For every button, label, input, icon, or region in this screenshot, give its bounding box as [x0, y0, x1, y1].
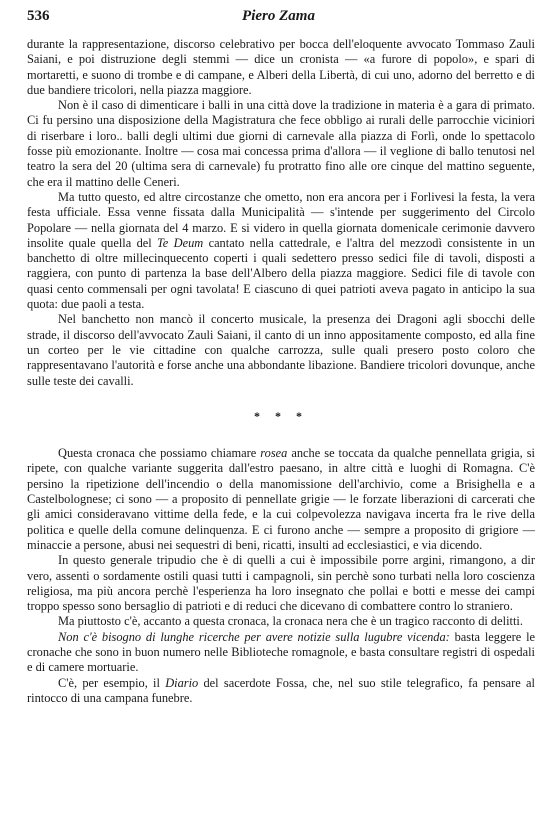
page-header: [27, 8, 530, 32]
running-head: Piero Zama: [242, 8, 315, 24]
paragraph-9-part-a: C'è, per esempio, il: [58, 675, 166, 690]
paragraph-5-part-b: anche se toccata da qualche pennellata grigia, si ripete, con qualche variante suggerita dall'estro paesano, in altre città e luoghi di Romagna. C'è persino la ripetizione dell'incendio o della manomissione dell'archivio, come a Brisighella e a Castelbolognese; ci sono — a proposito di pennellate grigie — le forzate liberazioni di carcerati che gli amici consideravano vittime della fede, e la cui colpevolezza navigava incerta fra le rive della politica e quelle della comune delinquenza. E ci furono anche — sempre a proposito di grigiore — minaccie a persone, abusi nei sequestri di beni, ricatti, insulti ad ecclesiastici, e via dicendo.: [27, 446, 535, 552]
paragraph-3-part-b: cantato nella cattedrale, e l'altra del mezzodì consistente in un banchetto di oltre millecinquecento coperti i quali sedettero presso sedici file di tavoli, disposti a raggiera, con punto di partenza la base dell'Albero della piazza maggiore. Sedici file di tavole con quasi cento commensali per ogni tavolata! E ciascuno di quei patrioti aveva pagato in anticipo la sua quota: due paoli a testa.: [27, 235, 535, 312]
paragraph-8-rest: basta leggere le cronache che sono in buon numero nelle Biblioteche romagnole, e basta consultare registri di ospedali e di camere mortuarie.: [27, 629, 536, 675]
section-two: [27, 446, 535, 706]
paragraph-2: Non è il caso di dimenticare i balli in una città dove la tradizione in materia è a gara di primato. Ci fu persino una disposizione della Magistratura che fece obbligo ai rurali delle parrocchie viciniori di riserbare i loro.. balli degli ultimi due giorni di carnevale alla piazza di Forlì, onde lo spettacolo fosse più emozionante. Inoltre — cosa mai concessa prima d'allora — il veglione di ballo tenutosi nel teatro la sera del 20 (ultima sera di carnevale) fu protratto fino alle ore cinque del mattino seguente, che era il mattino delle Ceneri.: [27, 98, 535, 189]
paragraph-8-italic: Non c'è bisogno di lunghe ricerche per avere notizie sulla lugubre vicenda:: [58, 629, 450, 644]
rosea-italic: rosea: [260, 446, 288, 461]
paragraph-6: In questo generale tripudio che è di quelli a cui è impossibile porre argini, rimangono, a dir vero, assenti o sordamente ostili quasi tutti i campagnoli, sin perchè sono turbati nella loro coscienza religiosa, ma più ancora perchè l'esperienza ha loro insegnato che pollai e botti e messe dei campi troppo spesso sono bersaglio di patrioti e di reduci che dicevano di combattere contro lo straniero.: [27, 553, 535, 614]
paragraph-5-part-a: Questa cronaca che possiamo chiamare: [58, 446, 261, 461]
paragraph-3-part-a: Ma tutto questo, ed altre circostanze che ometto, non era ancora per i Forlivesi la festa, la vera festa ufficiale. Essa venne fissata dalla Municipalità — s'intende per suggerimento del Circolo Popolare — nella giornata del 4 marzo. E si videro in quella giornata domenicale cerimonie davvero insolite quale quella del: [27, 189, 535, 250]
body-text: [27, 37, 535, 706]
paragraph-9: [27, 676, 535, 707]
paragraph-9-part-b: del sacerdote Fossa, che, nel suo stile telegrafico, fa pensare al rintocco di una campana funebre.: [27, 675, 535, 705]
section-separator: * * *: [254, 408, 308, 423]
diario-italic: Diario: [165, 675, 199, 690]
paragraph-3: [27, 190, 535, 312]
paragraph-5: [27, 446, 535, 553]
paragraph-7: Ma piuttosto c'è, accanto a questa cronaca, la cronaca nera che è un tragico racconto di delitti.: [58, 614, 523, 629]
paragraph-1: durante la rappresentazione, discorso celebrativo per bocca dell'eloquente avvocato Tommaso Zauli Saiani, e poi distruzione degli stemmi — dice un cronista — «a furore di popolo», e spari di mortaretti, e suono di trombe e di campane, e Alberi della Libertà, di cui uno, adorno del berretto e di due bandiere tricolori, nella piazza maggiore.: [27, 37, 535, 97]
paragraph-8: [27, 630, 535, 676]
page-number: 536: [27, 8, 50, 24]
te-deum-italic: Te Deum: [157, 235, 204, 250]
paragraph-4: Nel banchetto non mancò il concerto musicale, la presenza dei Dragoni agli sbocchi delle strade, il discorso dell'avvocato Zauli Saiani, il canto di un inno appositamente composto, ed alla fine un corteo per le vie cittadine con qualche carrozza, sulle quali presero posto coloro che rappresentavano l'autorità e forse anche una abbondante libazione. Bandiere tricolori dovunque, anche sulle teste dei cavalli.: [27, 312, 535, 388]
